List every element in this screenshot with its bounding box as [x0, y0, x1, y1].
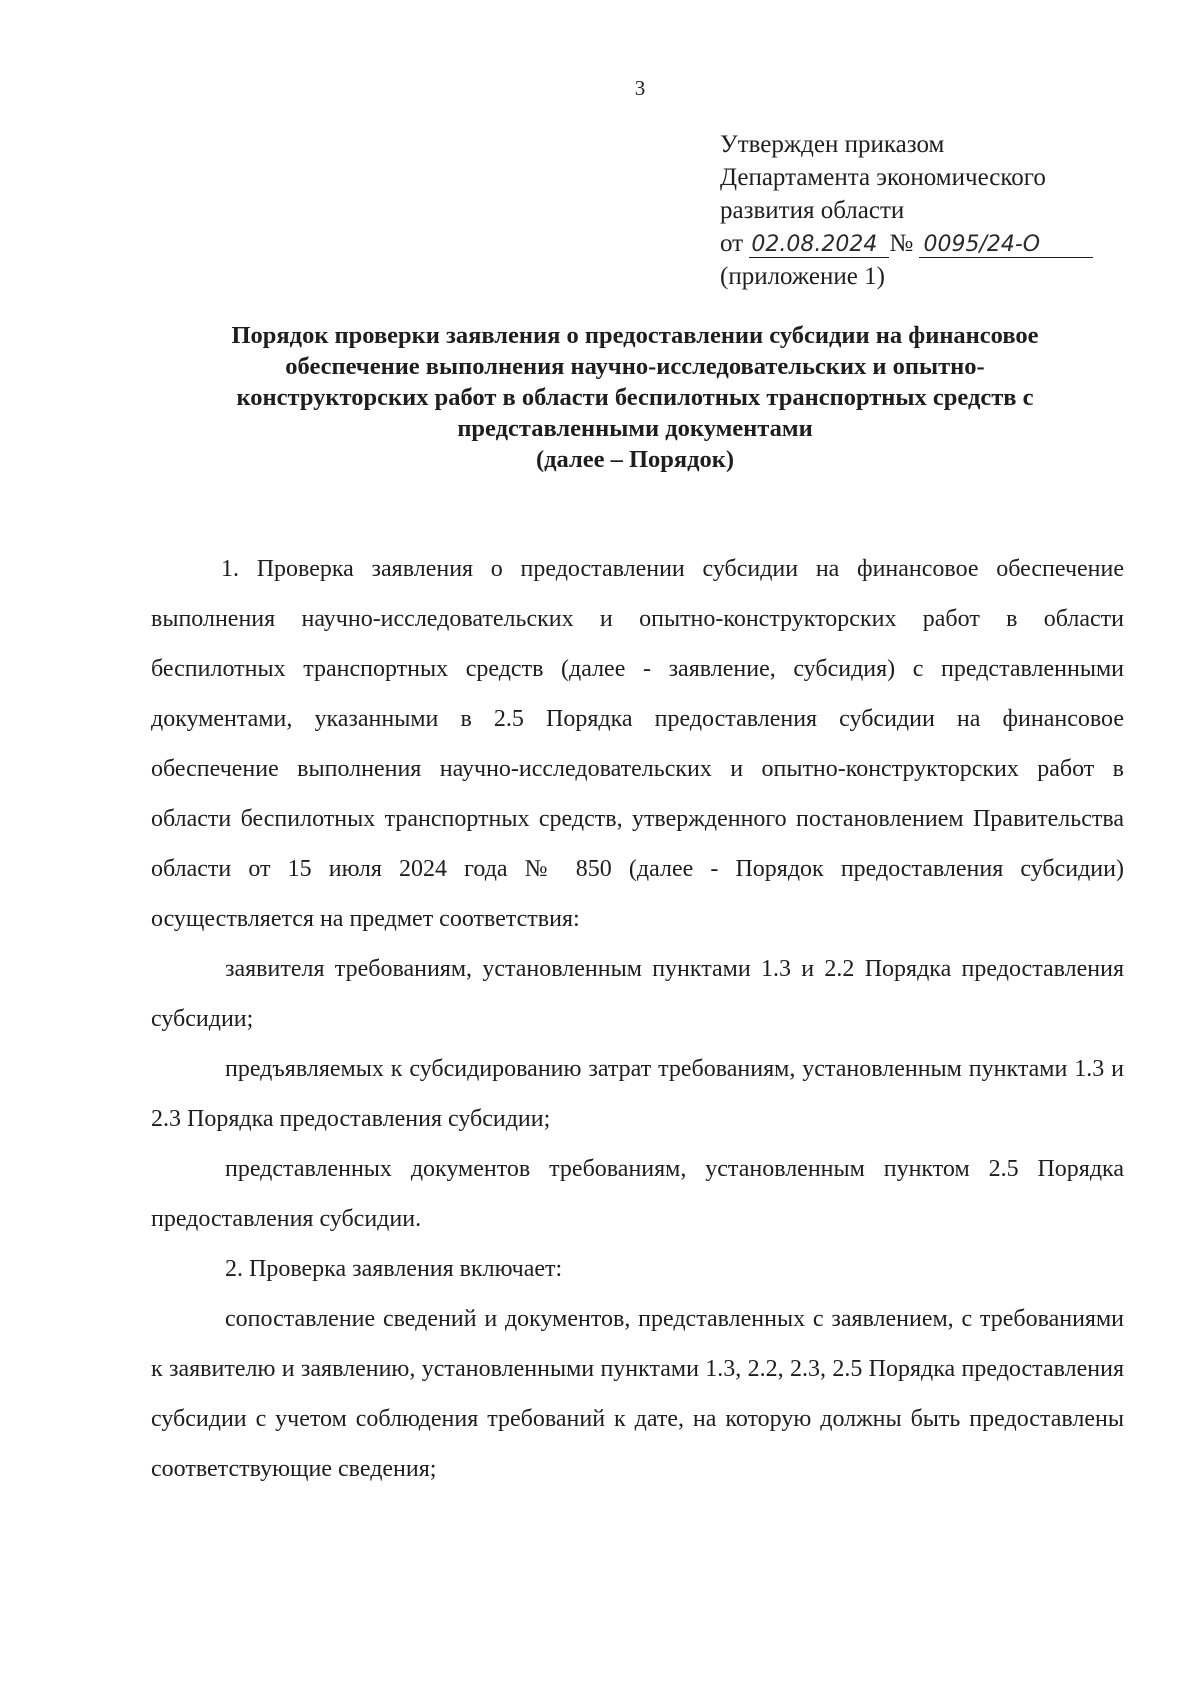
approval-date-line	[720, 227, 1093, 260]
approval-appendix: (приложение 1)	[720, 263, 885, 290]
approval-stamp	[720, 128, 1093, 293]
paragraph-6: сопоставление сведений и документов, представленных с заявлением, с требованиями к заявителю и заявлению, установленными пунктами 1.3, 2.2, 2.3, 2.5 Порядка предоставления субсидии с учетом соблюдения требований к дате, на которую должны быть предоставлены соответствующие сведения;	[151, 1306, 1124, 1482]
approval-line-3: развития области	[720, 197, 905, 224]
title-line-5: (далее – Порядок)	[535, 446, 735, 473]
date-prefix: от	[720, 230, 750, 257]
paragraph-4: представленных документов требованиям, установленным пунктом 2.5 Порядка предоставления субсидии.	[151, 1156, 1124, 1232]
approval-line-2: Департамента экономического	[720, 164, 1046, 191]
paragraph-5: 2. Проверка заявления включает:	[225, 1256, 563, 1282]
handwritten-date: 02.08.2024	[749, 233, 889, 258]
number-sign: №	[889, 230, 920, 257]
approval-line-1: Утвержден приказом	[720, 131, 945, 158]
title-line-4: представленными документами	[457, 415, 813, 442]
paragraph-3: предъявляемых к субсидированию затрат требованиям, установленным пунктами 1.3 и 2.3 Порядка предоставления субсидии;	[151, 1056, 1124, 1132]
handwritten-order-number: 0095/24-О	[919, 233, 1093, 258]
paragraph-1: 1. Проверка заявления о предоставлении субсидии на финансовое обеспечение выполнения научно-исследовательских и опытно-конструкторских работ в области беспилотных транспортных средств (далее - заявление, субсидия) с представленными документами, указанными в 2.5 Порядка предоставления субсидии на финансовое обеспечение выполнения научно-исследовательских и опытно-конструкторских работ в области беспилотных транспортных средств, утвержденного постановлением Правительства области от 15 июля 2024 года № 850 (далее - Порядок предоставления субсидии) осуществляется на предмет соответствия:	[151, 556, 1124, 932]
title-line-3: конструкторских работ в области беспилотных транспортных средств с	[236, 384, 1034, 411]
page-number: 3	[634, 76, 646, 100]
document-title	[150, 320, 1120, 475]
title-line-1: Порядок проверки заявления о предоставлении субсидии на финансовое	[231, 322, 1039, 349]
document-body	[151, 544, 1124, 1494]
paragraph-2: заявителя требованиям, установленным пунктами 1.3 и 2.2 Порядка предоставления субсидии;	[151, 956, 1124, 1032]
title-line-2: обеспечение выполнения научно-исследовательских и опытно-	[285, 353, 985, 380]
